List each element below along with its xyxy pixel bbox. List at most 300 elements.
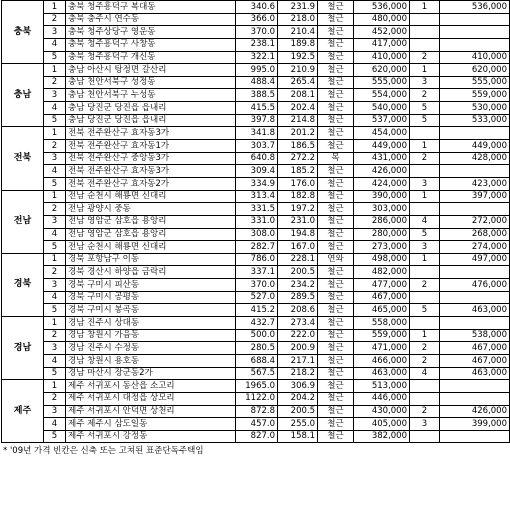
price-2010-cell: 382,000	[354, 430, 410, 443]
land-area-cell: 500.0	[236, 329, 278, 342]
row-number-cell: 5	[44, 114, 66, 127]
rank-cell: 1	[410, 64, 440, 77]
structure-cell: 철근	[318, 114, 354, 127]
floor-area-cell: 218.2	[278, 367, 318, 380]
rank-cell: 5	[410, 304, 440, 317]
row-number-cell: 4	[44, 38, 66, 51]
structure-cell: 철근	[318, 215, 354, 228]
price-2010-cell: 417,000	[354, 38, 410, 51]
rank-cell	[410, 266, 440, 279]
table-row	[2, 203, 510, 216]
structure-cell: 철근	[318, 367, 354, 380]
price-2009-cell	[440, 317, 510, 330]
price-2009-cell	[440, 203, 510, 216]
price-2010-cell: 554,000	[354, 89, 410, 102]
structure-cell: 철근	[318, 392, 354, 405]
table-row	[2, 26, 510, 39]
structure-cell: 철근	[318, 342, 354, 355]
row-number-cell: 2	[44, 140, 66, 153]
table-row	[2, 38, 510, 51]
table-row	[2, 177, 510, 190]
price-2009-cell	[440, 430, 510, 443]
region-label: 제주	[2, 380, 44, 443]
rank-cell	[410, 127, 440, 140]
price-2010-cell: 477,000	[354, 279, 410, 292]
price-2010-cell: 454,000	[354, 127, 410, 140]
rank-cell: 3	[410, 76, 440, 89]
rank-cell: 1	[410, 253, 440, 266]
address-cell: 경남 진주시 상대동	[66, 317, 236, 330]
floor-area-cell: 208.6	[278, 304, 318, 317]
table-row	[2, 291, 510, 304]
row-number-cell: 1	[44, 253, 66, 266]
price-2010-cell: 537,000	[354, 114, 410, 127]
row-number-cell: 4	[44, 102, 66, 115]
row-number-cell: 2	[44, 329, 66, 342]
structure-cell: 철근	[318, 51, 354, 64]
price-2010-cell: 410,000	[354, 51, 410, 64]
rank-cell	[410, 291, 440, 304]
rank-cell: 4	[410, 215, 440, 228]
address-cell: 경북 구미시 공평동	[66, 291, 236, 304]
price-2009-cell	[440, 165, 510, 178]
rank-cell: 3	[410, 241, 440, 254]
row-number-cell: 4	[44, 291, 66, 304]
price-2010-cell: 463,000	[354, 367, 410, 380]
price-2010-cell: 620,000	[354, 64, 410, 77]
rank-cell	[410, 165, 440, 178]
price-2010-cell: 446,000	[354, 392, 410, 405]
rank-cell: 2	[410, 354, 440, 367]
land-area-cell: 331.0	[236, 215, 278, 228]
rank-cell: 1	[410, 140, 440, 153]
land-area-cell: 303.7	[236, 140, 278, 153]
price-2009-cell: 274,000	[440, 241, 510, 254]
region-label: 충남	[2, 64, 44, 127]
row-number-cell: 4	[44, 165, 66, 178]
address-cell: 경남 창원시 용호동	[66, 354, 236, 367]
structure-cell: 철근	[318, 13, 354, 26]
structure-cell: 철근	[318, 291, 354, 304]
table-row	[2, 342, 510, 355]
row-number-cell: 3	[44, 279, 66, 292]
price-2010-cell: 390,000	[354, 190, 410, 203]
floor-area-cell: 272.2	[278, 152, 318, 165]
floor-area-cell: 192.5	[278, 51, 318, 64]
rank-cell: 2	[410, 279, 440, 292]
price-2010-cell: 431,000	[354, 152, 410, 165]
land-area-cell: 309.4	[236, 165, 278, 178]
table-row	[2, 367, 510, 380]
floor-area-cell: 265.4	[278, 76, 318, 89]
price-2010-cell: 471,000	[354, 342, 410, 355]
address-cell: 제주 서귀포시 안덕면 상천리	[66, 405, 236, 418]
rank-cell: 2	[410, 51, 440, 64]
row-number-cell: 2	[44, 266, 66, 279]
floor-area-cell: 167.0	[278, 241, 318, 254]
floor-area-cell: 210.9	[278, 64, 318, 77]
price-2009-cell: 536,000	[440, 1, 510, 14]
structure-cell: 철근	[318, 418, 354, 431]
price-2009-cell: 497,000	[440, 253, 510, 266]
floor-area-cell: 289.5	[278, 291, 318, 304]
land-area-cell: 527.0	[236, 291, 278, 304]
table-row	[2, 241, 510, 254]
address-cell: 제주 제주시 삼도일동	[66, 418, 236, 431]
price-2010-cell: 559,000	[354, 329, 410, 342]
address-cell: 경북 포항남구 이동	[66, 253, 236, 266]
address-cell: 전북 전주완산구 효자동1가	[66, 140, 236, 153]
price-2010-cell: 558,000	[354, 317, 410, 330]
table-row	[2, 89, 510, 102]
price-2010-cell: 449,000	[354, 140, 410, 153]
address-cell: 경남 마산시 장군동2가	[66, 367, 236, 380]
row-number-cell: 2	[44, 392, 66, 405]
land-area-cell: 415.2	[236, 304, 278, 317]
rank-cell: 2	[410, 152, 440, 165]
row-number-cell: 3	[44, 405, 66, 418]
table-row	[2, 405, 510, 418]
floor-area-cell: 204.2	[278, 392, 318, 405]
price-2009-cell	[440, 291, 510, 304]
row-number-cell: 5	[44, 241, 66, 254]
address-cell: 경남 진주시 수정동	[66, 342, 236, 355]
floor-area-cell: 200.5	[278, 405, 318, 418]
price-2009-cell: 410,000	[440, 51, 510, 64]
land-area-cell: 415.5	[236, 102, 278, 115]
land-area-cell: 488.4	[236, 76, 278, 89]
price-2009-cell: 533,000	[440, 114, 510, 127]
price-2009-cell: 449,000	[440, 140, 510, 153]
row-number-cell: 3	[44, 26, 66, 39]
structure-cell: 철근	[318, 380, 354, 393]
floor-area-cell: 231.9	[278, 1, 318, 14]
structure-cell: 철근	[318, 177, 354, 190]
region-label: 전북	[2, 127, 44, 190]
structure-cell: 연와	[318, 253, 354, 266]
price-table-container	[1, 0, 509, 457]
table-row	[2, 329, 510, 342]
structure-cell: 철근	[318, 102, 354, 115]
price-2010-cell: 465,000	[354, 304, 410, 317]
region-label: 전남	[2, 190, 44, 253]
address-cell: 충남 당진군 당진읍 읍내리	[66, 114, 236, 127]
floor-area-cell: 197.2	[278, 203, 318, 216]
table-row	[2, 13, 510, 26]
address-cell: 충북 청주흥덕구 사창동	[66, 38, 236, 51]
row-number-cell: 1	[44, 317, 66, 330]
structure-cell: 철근	[318, 405, 354, 418]
land-area-cell: 397.8	[236, 114, 278, 127]
floor-area-cell: 210.4	[278, 26, 318, 39]
table-row	[2, 190, 510, 203]
structure-cell: 철근	[318, 354, 354, 367]
row-number-cell: 4	[44, 228, 66, 241]
table-row	[2, 317, 510, 330]
price-2009-cell: 463,000	[440, 367, 510, 380]
rank-cell: 1	[410, 1, 440, 14]
floor-area-cell: 222.0	[278, 329, 318, 342]
row-number-cell: 3	[44, 215, 66, 228]
price-2010-cell: 540,000	[354, 102, 410, 115]
row-number-cell: 5	[44, 304, 66, 317]
rank-cell: 2	[410, 405, 440, 418]
address-cell: 충북 청주흥덕구 복대동	[66, 1, 236, 14]
floor-area-cell: 182.8	[278, 190, 318, 203]
address-cell: 전남 순천시 해룡면 신대리	[66, 190, 236, 203]
land-area-cell: 1122.0	[236, 392, 278, 405]
land-area-cell: 995.0	[236, 64, 278, 77]
price-2009-cell: 397,000	[440, 190, 510, 203]
rank-cell: 1	[410, 190, 440, 203]
land-area-cell: 786.0	[236, 253, 278, 266]
price-2010-cell: 280,000	[354, 228, 410, 241]
land-area-cell: 238.1	[236, 38, 278, 51]
table-row	[2, 76, 510, 89]
row-number-cell: 5	[44, 51, 66, 64]
row-number-cell: 3	[44, 342, 66, 355]
table-row	[2, 266, 510, 279]
address-cell: 충남 천안서북구 성정동	[66, 76, 236, 89]
land-area-cell: 340.6	[236, 1, 278, 14]
address-cell: 충남 당진군 당진읍 읍내리	[66, 102, 236, 115]
price-2010-cell: 513,000	[354, 380, 410, 393]
row-number-cell: 5	[44, 430, 66, 443]
land-area-cell: 322.1	[236, 51, 278, 64]
table-row	[2, 102, 510, 115]
table-row	[2, 354, 510, 367]
price-2010-cell: 467,000	[354, 291, 410, 304]
land-area-cell: 827.0	[236, 430, 278, 443]
row-number-cell: 2	[44, 76, 66, 89]
land-area-cell: 334.9	[236, 177, 278, 190]
price-2010-cell: 273,000	[354, 241, 410, 254]
address-cell: 제주 서귀포시 강정동	[66, 430, 236, 443]
table-row	[2, 418, 510, 431]
address-cell: 전남 광양시 중동	[66, 203, 236, 216]
price-2009-cell: 620,000	[440, 64, 510, 77]
land-area-cell: 370.0	[236, 26, 278, 39]
row-number-cell: 3	[44, 89, 66, 102]
region-label: 경북	[2, 253, 44, 316]
structure-cell: 철근	[318, 26, 354, 39]
address-cell: 전북 전주완산구 효자동3가	[66, 127, 236, 140]
address-cell: 전북 전주완산구 효자동3가	[66, 165, 236, 178]
table-row	[2, 430, 510, 443]
rank-cell: 2	[410, 89, 440, 102]
standard-house-price-table	[1, 0, 510, 443]
structure-cell: 철근	[318, 190, 354, 203]
floor-area-cell: 200.9	[278, 342, 318, 355]
structure-cell: 철근	[318, 89, 354, 102]
table-row	[2, 380, 510, 393]
rank-cell: 3	[410, 177, 440, 190]
land-area-cell: 432.7	[236, 317, 278, 330]
row-number-cell: 1	[44, 380, 66, 393]
table-row	[2, 1, 510, 14]
rank-cell: 5	[410, 114, 440, 127]
price-2010-cell: 430,000	[354, 405, 410, 418]
land-area-cell: 457.0	[236, 418, 278, 431]
row-number-cell: 1	[44, 127, 66, 140]
price-2010-cell: 498,000	[354, 253, 410, 266]
structure-cell: 철근	[318, 1, 354, 14]
structure-cell: 철근	[318, 430, 354, 443]
rank-cell	[410, 13, 440, 26]
land-area-cell: 282.7	[236, 241, 278, 254]
price-2010-cell: 452,000	[354, 26, 410, 39]
price-2009-cell	[440, 392, 510, 405]
price-2010-cell: 424,000	[354, 177, 410, 190]
table-row	[2, 253, 510, 266]
table-row	[2, 304, 510, 317]
structure-cell: 철근	[318, 279, 354, 292]
rank-cell: 2	[410, 342, 440, 355]
row-number-cell: 2	[44, 203, 66, 216]
price-2010-cell: 536,000	[354, 1, 410, 14]
table-row	[2, 279, 510, 292]
price-2010-cell: 555,000	[354, 76, 410, 89]
table-row	[2, 51, 510, 64]
price-2009-cell: 530,000	[440, 102, 510, 115]
price-2009-cell	[440, 13, 510, 26]
price-2009-cell: 555,000	[440, 76, 510, 89]
structure-cell: 철근	[318, 203, 354, 216]
rank-cell	[410, 203, 440, 216]
table-row	[2, 165, 510, 178]
address-cell: 전북 전주완산구 효자동2가	[66, 177, 236, 190]
rank-cell: 1	[410, 329, 440, 342]
land-area-cell: 331.5	[236, 203, 278, 216]
land-area-cell: 370.0	[236, 279, 278, 292]
price-2009-cell	[440, 26, 510, 39]
structure-cell: 철근	[318, 140, 354, 153]
floor-area-cell: 201.2	[278, 127, 318, 140]
price-2009-cell: 268,000	[440, 228, 510, 241]
structure-cell: 철근	[318, 127, 354, 140]
price-2009-cell: 426,000	[440, 405, 510, 418]
floor-area-cell: 200.5	[278, 266, 318, 279]
address-cell: 경북 구미시 피산동	[66, 279, 236, 292]
row-number-cell: 1	[44, 64, 66, 77]
floor-area-cell: 194.8	[278, 228, 318, 241]
rank-cell: 4	[410, 367, 440, 380]
floor-area-cell: 214.8	[278, 114, 318, 127]
address-cell: 제주 서귀포시 대정읍 상모리	[66, 392, 236, 405]
row-number-cell: 5	[44, 367, 66, 380]
table-row	[2, 392, 510, 405]
address-cell: 충북 충주시 연수동	[66, 13, 236, 26]
land-area-cell: 280.5	[236, 342, 278, 355]
row-number-cell: 1	[44, 190, 66, 203]
land-area-cell: 872.8	[236, 405, 278, 418]
rank-cell	[410, 26, 440, 39]
land-area-cell: 567.5	[236, 367, 278, 380]
price-2009-cell: 559,000	[440, 89, 510, 102]
price-2009-cell: 428,000	[440, 152, 510, 165]
table-row	[2, 127, 510, 140]
price-2009-cell: 476,000	[440, 279, 510, 292]
structure-cell: 철근	[318, 329, 354, 342]
land-area-cell: 308.0	[236, 228, 278, 241]
rank-cell	[410, 392, 440, 405]
address-cell: 전남 영암군 삼호읍 용앙리	[66, 228, 236, 241]
structure-cell: 철근	[318, 241, 354, 254]
structure-cell: 목	[318, 152, 354, 165]
price-2010-cell: 466,000	[354, 354, 410, 367]
footnote: * '09년 가격 빈칸은 신축 또는 고쳐된 표준단독주택임	[3, 446, 204, 457]
address-cell: 전남 영암군 삼호읍 용앙리	[66, 215, 236, 228]
price-2009-cell: 463,000	[440, 304, 510, 317]
structure-cell: 철근	[318, 266, 354, 279]
floor-area-cell: 228.1	[278, 253, 318, 266]
region-label: 경남	[2, 317, 44, 380]
row-number-cell: 4	[44, 354, 66, 367]
floor-area-cell: 208.1	[278, 89, 318, 102]
price-2009-cell: 467,000	[440, 354, 510, 367]
land-area-cell: 366.0	[236, 13, 278, 26]
price-2010-cell: 480,000	[354, 13, 410, 26]
price-2010-cell: 286,000	[354, 215, 410, 228]
rank-cell	[410, 38, 440, 51]
price-2009-cell	[440, 380, 510, 393]
price-2009-cell: 423,000	[440, 177, 510, 190]
rank-cell: 3	[410, 418, 440, 431]
price-2009-cell	[440, 38, 510, 51]
structure-cell: 철근	[318, 38, 354, 51]
table-row	[2, 140, 510, 153]
floor-area-cell: 231.0	[278, 215, 318, 228]
price-2010-cell: 482,000	[354, 266, 410, 279]
price-2010-cell: 426,000	[354, 165, 410, 178]
table-body	[2, 1, 510, 443]
table-row	[2, 152, 510, 165]
price-2009-cell: 272,000	[440, 215, 510, 228]
price-2009-cell	[440, 127, 510, 140]
structure-cell: 철근	[318, 76, 354, 89]
price-2009-cell: 399,000	[440, 418, 510, 431]
floor-area-cell: 306.9	[278, 380, 318, 393]
rank-cell	[410, 317, 440, 330]
floor-area-cell: 185.2	[278, 165, 318, 178]
land-area-cell: 688.4	[236, 354, 278, 367]
rank-cell: 5	[410, 228, 440, 241]
table-row	[2, 114, 510, 127]
floor-area-cell: 218.0	[278, 13, 318, 26]
structure-cell: 철근	[318, 64, 354, 77]
floor-area-cell: 255.0	[278, 418, 318, 431]
price-2010-cell: 405,000	[354, 418, 410, 431]
floor-area-cell: 273.4	[278, 317, 318, 330]
rank-cell: 5	[410, 102, 440, 115]
region-label: 충북	[2, 1, 44, 64]
land-area-cell: 388.5	[236, 89, 278, 102]
row-number-cell: 2	[44, 13, 66, 26]
floor-area-cell: 234.2	[278, 279, 318, 292]
floor-area-cell: 202.4	[278, 102, 318, 115]
structure-cell: 철근	[318, 304, 354, 317]
price-2009-cell: 538,000	[440, 329, 510, 342]
land-area-cell: 337.1	[236, 266, 278, 279]
row-number-cell: 3	[44, 152, 66, 165]
row-number-cell: 5	[44, 177, 66, 190]
address-cell: 전남 순천시 해룡면 신대리	[66, 241, 236, 254]
land-area-cell: 1965.0	[236, 380, 278, 393]
price-2010-cell: 303,000	[354, 203, 410, 216]
table-row	[2, 64, 510, 77]
land-area-cell: 341.8	[236, 127, 278, 140]
address-cell: 제주 서귀포시 동산읍 소고리	[66, 380, 236, 393]
